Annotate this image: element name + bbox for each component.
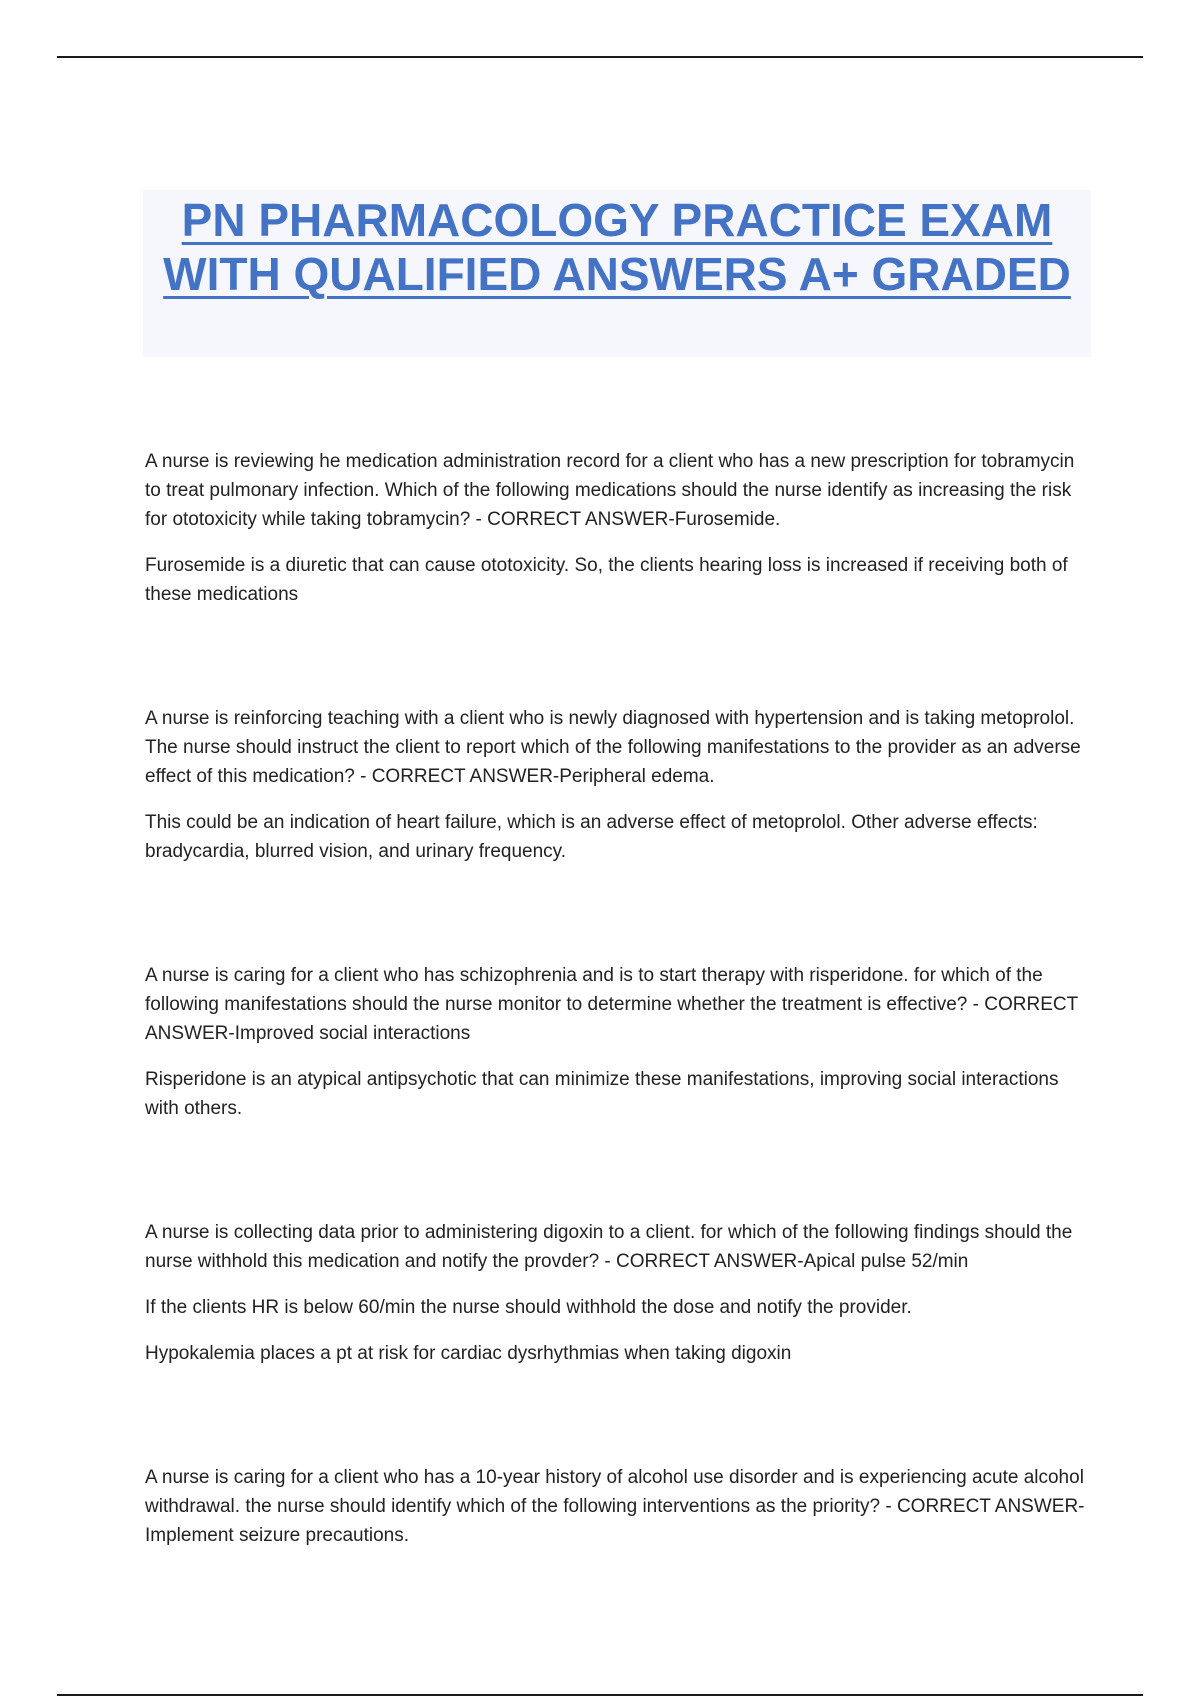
rationale-text: Risperidone is an atypical antipsychotic that can minimize these manifestations, improving social interactions with others. xyxy=(145,1069,1059,1119)
rationale-text: This could be an indication of heart failure, which is an adverse effect of metoprolol. Other adverse effects: bradycardia, blurred vision, and urinary frequency. xyxy=(145,812,1038,862)
qa-list xyxy=(145,447,1090,1550)
qa-item xyxy=(145,704,1090,866)
qa-item xyxy=(145,961,1090,1123)
qa-item xyxy=(145,447,1090,609)
question-text: A nurse is reinforcing teaching with a client who is newly diagnosed with hypertension and is taking metoprolol. The nurse should instruct the client to report which of the following manifestations to the provider as an adverse effect of this medication? - CORRECT ANSWER-Peripheral edema. xyxy=(145,708,1081,787)
question-text: A nurse is reviewing he medication administration record for a client who has a new prescription for tobramycin to treat pulmonary infection. Which of the following medications should the nurse identify as increasing the risk for ototoxicity while taking tobramycin? - CORRECT ANSWER-Furosemide. xyxy=(145,451,1075,530)
qa-item xyxy=(145,1463,1090,1550)
footer-rule xyxy=(57,1694,1143,1696)
question-text: A nurse is collecting data prior to administering digoxin to a client. for which of the following findings should the nurse withhold this medication and notify the provder? - CORRECT ANSWER-Apical pulse 52/min xyxy=(145,1222,1073,1272)
header-rule xyxy=(57,56,1143,58)
question-text: A nurse is caring for a client who has schizophrenia and is to start therapy with risperidone. for which of the following manifestations should the nurse monitor to determine whether the treatment is effective? - CORRECT ANSWER-Improved social interactions xyxy=(145,965,1078,1044)
question-text: A nurse is caring for a client who has a 10-year history of alcohol use disorder and is experiencing acute alcohol withdrawal. the nurse should identify which of the following interventions as the priority? - CORRECT ANSWER-Implement seizure precautions. xyxy=(145,1467,1085,1546)
rationale-text: Furosemide is a diuretic that can cause ototoxicity. So, the clients hearing loss is increased if receiving both of these medications xyxy=(145,555,1068,605)
rationale-text: Hypokalemia places a pt at risk for cardiac dysrhythmias when taking digoxin xyxy=(145,1343,792,1364)
qa-item xyxy=(145,1218,1090,1368)
document-title: PN PHARMACOLOGY PRACTICE EXAM WITH QUALIFIED ANSWERS A+ GRADED xyxy=(163,194,1071,300)
rationale-text: If the clients HR is below 60/min the nurse should withhold the dose and notify the provider. xyxy=(145,1297,912,1318)
title-banner xyxy=(143,190,1091,357)
